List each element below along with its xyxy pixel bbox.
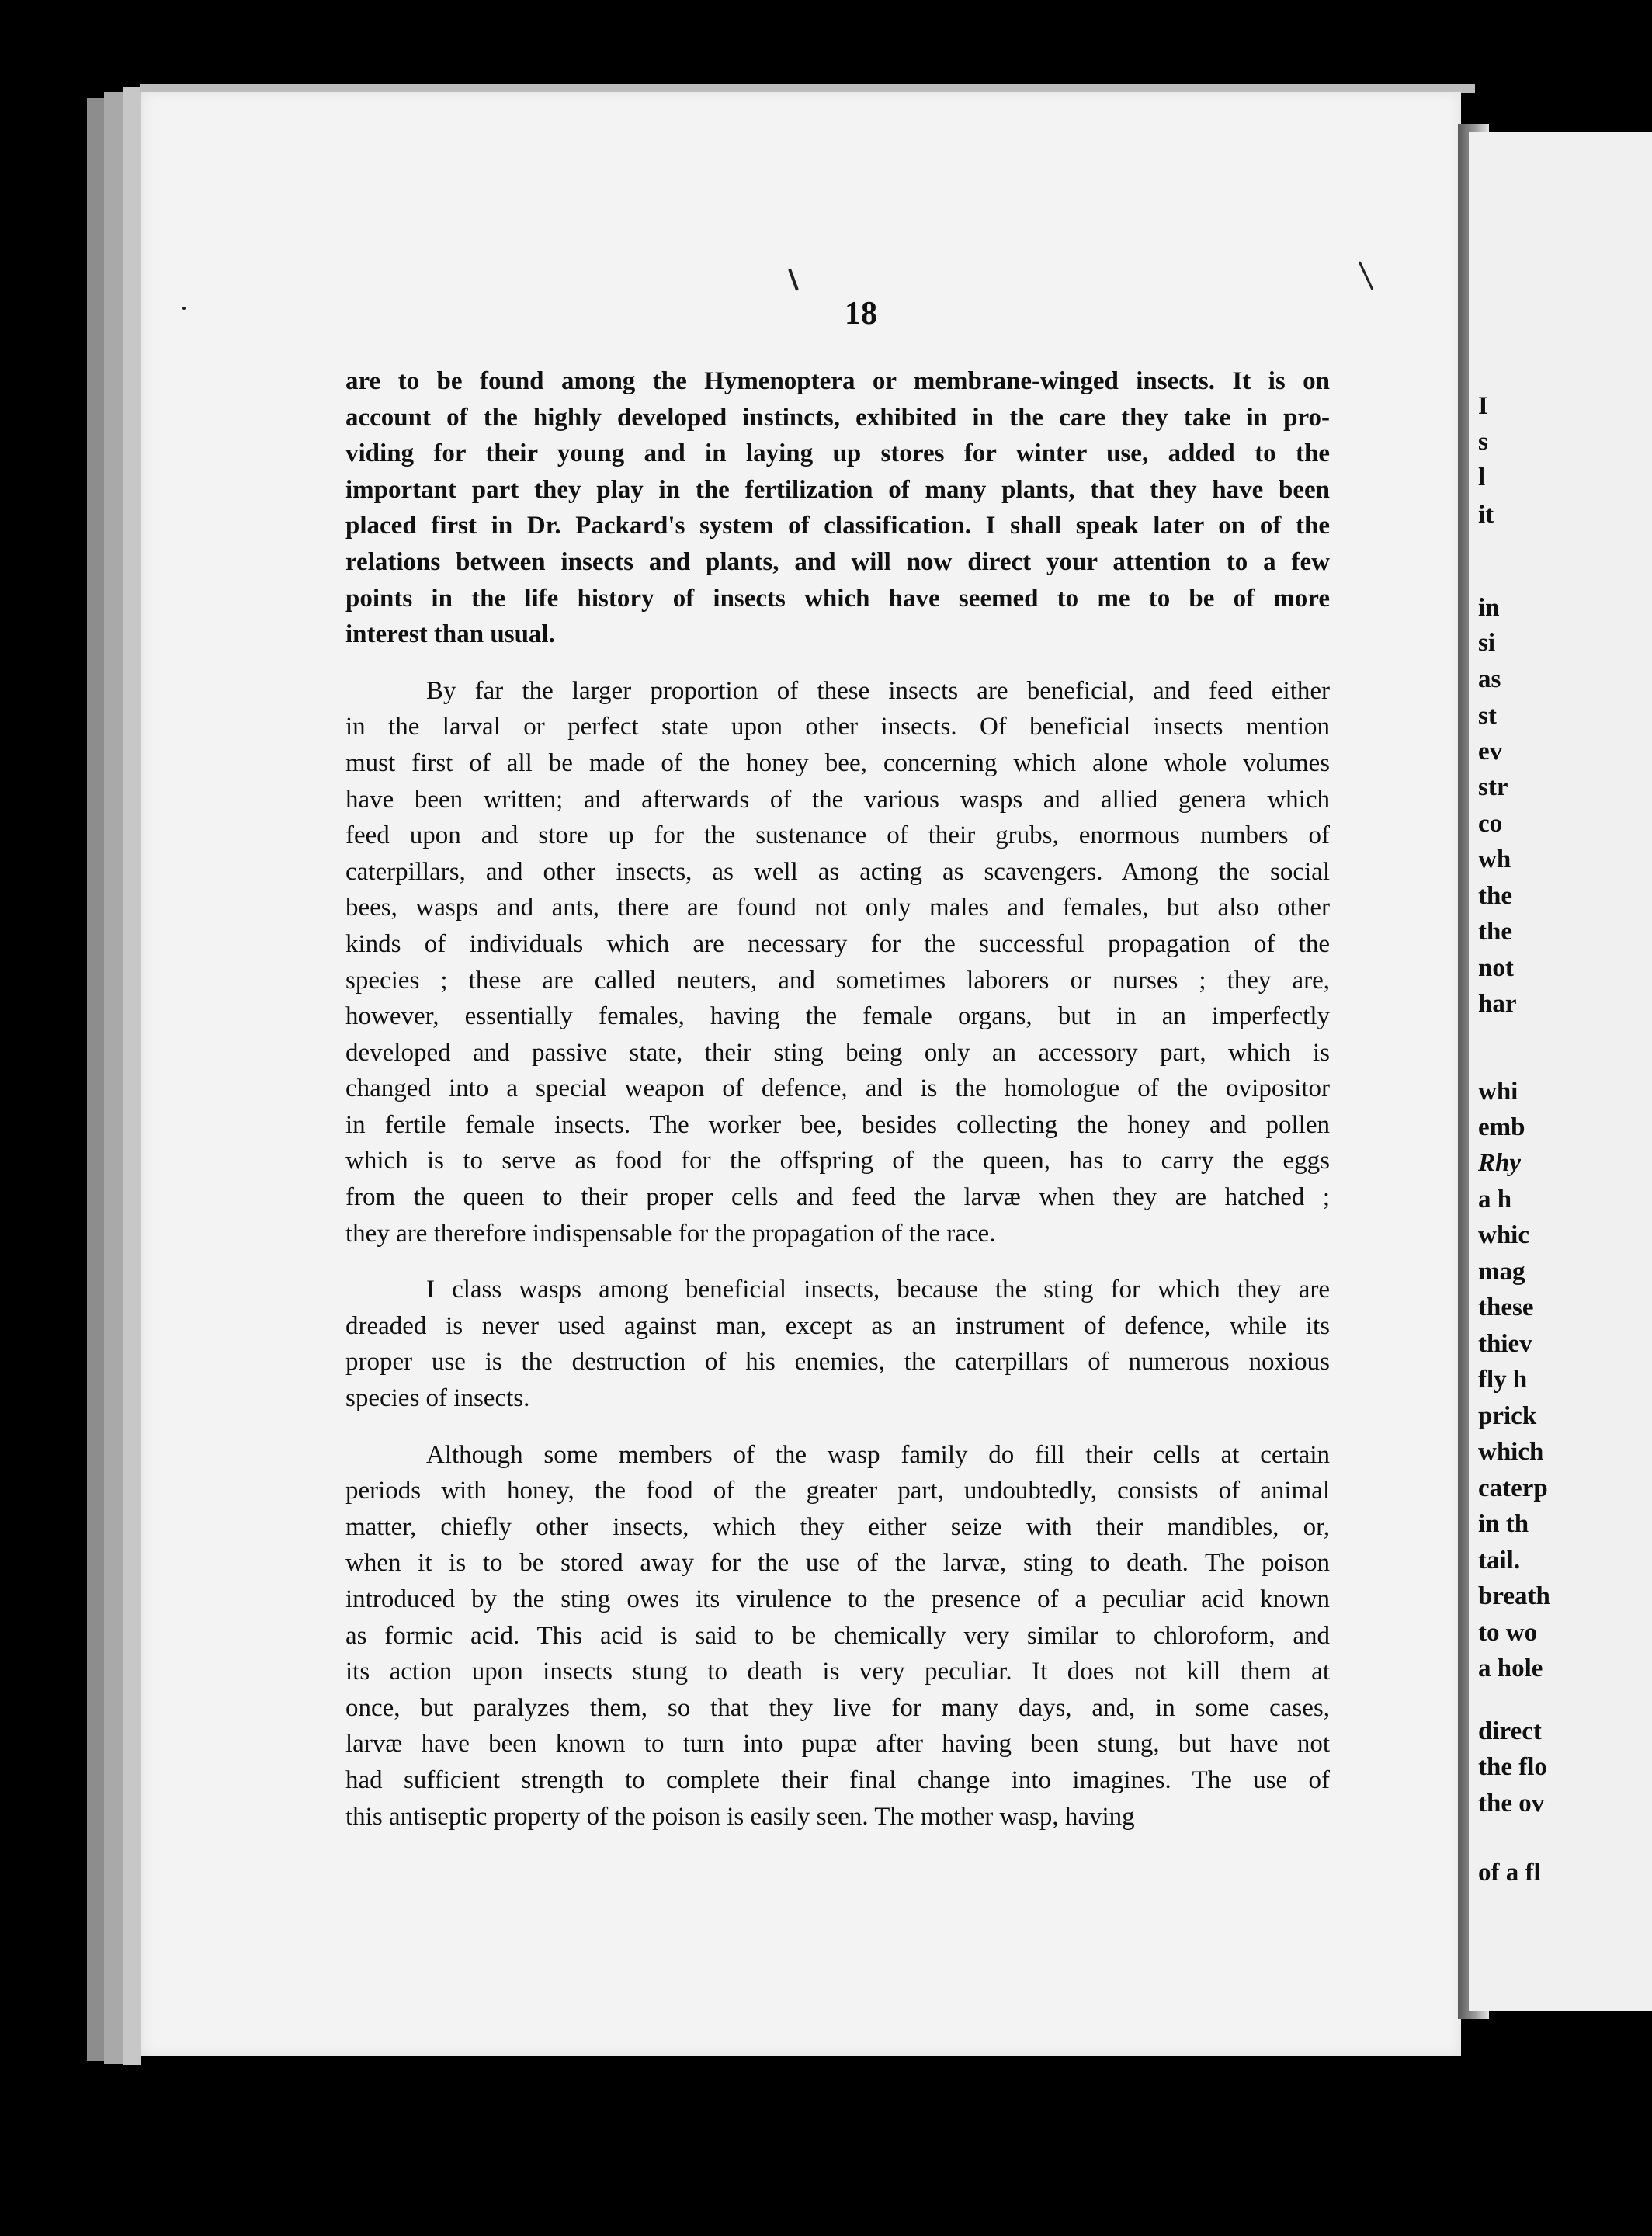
text-line: species of insects. <box>345 1384 530 1413</box>
facing-page-fragment: whic <box>1478 1221 1529 1249</box>
text-line: relations between insects and plants, and will now direct your attention to a few <box>345 547 1330 576</box>
facing-page-fragment: str <box>1478 773 1508 801</box>
text-line: By far the larger proportion of these insects are beneficial, and feed either <box>426 676 1330 705</box>
text-line: placed first in Dr. Packard's system of classification. I shall speak later on of the <box>345 512 1330 540</box>
text-line: account of the highly developed instincts, exhibited in the care they take in pro- <box>345 403 1330 432</box>
text-line: periods with honey, the food of the greater part, undoubtedly, consists of animal <box>345 1477 1330 1505</box>
facing-page-fragment: si <box>1478 629 1496 657</box>
facing-page-fragment: caterp <box>1478 1474 1548 1502</box>
facing-page-fragment: I <box>1478 392 1488 420</box>
text-line: as formic acid. This acid is said to be chemically very similar to chloroform, and <box>345 1621 1330 1650</box>
text-line: its action upon insects stung to death is very peculiar. It does not kill them at <box>345 1658 1330 1686</box>
facing-page-fragment: the ov <box>1478 1790 1545 1818</box>
text-line: this antiseptic property of the poison is easily seen. The mother wasp, having <box>345 1802 1135 1831</box>
facing-page-fragment: fly h <box>1478 1366 1528 1394</box>
facing-page-fragment: l <box>1478 464 1486 491</box>
book-edge-dark <box>87 98 104 2061</box>
body-text <box>345 363 1330 1835</box>
text-line: they are therefore indispensable for the propagation of the race. <box>345 1219 996 1248</box>
text-line: Although some members of the wasp family do fill their cells at certain <box>426 1440 1330 1469</box>
text-line: bees, wasps and ants, there are found not only males and females, but also other <box>345 894 1330 922</box>
text-line: which is to serve as food for the offspring of the queen, has to carry the eggs <box>345 1147 1330 1175</box>
facing-page-fragment: the <box>1478 918 1512 946</box>
facing-page-fragment: emb <box>1478 1113 1525 1141</box>
text-line: once, but paralyzes them, so that they live for many days, and, in some cases, <box>345 1693 1330 1722</box>
facing-page-fragment: Rhy <box>1478 1149 1522 1177</box>
facing-page-fragment: ev <box>1478 738 1503 766</box>
text-line: developed and passive state, their sting being only an accessory part, which is <box>345 1038 1330 1067</box>
text-line: species ; these are called neuters, and sometimes laborers or nurses ; they are, <box>345 966 1330 995</box>
facing-page-fragment: prick <box>1478 1402 1537 1430</box>
text-line: introduced by the sting owes its virulence to the presence of a peculiar acid known <box>345 1585 1330 1613</box>
facing-page-fragment: whi <box>1478 1078 1518 1106</box>
facing-page-fragment: in th <box>1478 1510 1529 1538</box>
book-edge-light <box>123 87 141 2065</box>
paragraph <box>345 1437 1330 1835</box>
paragraph <box>345 1272 1330 1416</box>
text-line: are to be found among the Hymenoptera or membrane-winged insects. It is on <box>345 367 1330 395</box>
facing-page-fragment: in <box>1478 594 1500 622</box>
page-number: 18 <box>845 296 877 332</box>
text-line: from the queen to their proper cells and feed the larvæ when they are hatched ; <box>345 1183 1330 1212</box>
facing-page <box>1469 132 1652 2011</box>
text-line: in fertile female insects. The worker bee, besides collecting the honey and pollen <box>345 1110 1330 1139</box>
facing-page-fragment: wh <box>1478 845 1511 873</box>
facing-page-fragment: tail. <box>1478 1547 1521 1575</box>
text-line: interest than usual. <box>345 620 555 649</box>
facing-page-fragment: har <box>1478 990 1517 1018</box>
facing-page-fragment: s <box>1478 428 1488 456</box>
facing-page-fragment: co <box>1478 810 1503 838</box>
text-line: however, essentially females, having the female organs, but in an imperfectly <box>345 1002 1330 1031</box>
facing-page-fragment: not <box>1478 954 1514 982</box>
facing-page-fragment: thiev <box>1478 1330 1532 1358</box>
facing-page-fragment: it <box>1478 501 1494 529</box>
facing-page-fragment: direct <box>1478 1717 1542 1745</box>
facing-page-fragment: a h <box>1478 1186 1512 1213</box>
text-line: must first of all be made of the honey bee, concerning which alone whole volumes <box>345 748 1330 777</box>
text-line: viding for their young and in laying up stores for winter use, added to the <box>345 439 1330 468</box>
text-line: when it is to be stored away for the use of the larvæ, sting to death. The poison <box>345 1549 1330 1578</box>
facing-page-fragment: the <box>1478 882 1512 910</box>
text-line: in the larval or perfect state upon other insects. Of beneficial insects mention <box>345 713 1330 741</box>
facing-page-fragment: these <box>1478 1293 1534 1321</box>
facing-page-fragment: as <box>1478 665 1501 693</box>
text-line: have been written; and afterwards of the various wasps and allied genera which <box>345 785 1330 814</box>
text-line: caterpillars, and other insects, as well as acting as scavengers. Among the social <box>345 857 1330 886</box>
text-line: had sufficient strength to complete their final change into imagines. The use of <box>345 1766 1330 1794</box>
facing-page-fragment: to wo <box>1478 1619 1538 1647</box>
facing-page-fragment: a hole <box>1478 1654 1543 1682</box>
text-line: larvæ have been known to turn into pupæ after having been stung, but have not <box>345 1730 1330 1759</box>
facing-page-fragment: the flo <box>1478 1753 1547 1781</box>
text-line: proper use is the destruction of his enemies, the caterpillars of numerous noxious <box>345 1348 1330 1377</box>
text-line: dreaded is never used against man, except as an instrument of defence, while its <box>345 1311 1330 1340</box>
text-line: matter, chiefly other insects, which they either seize with their mandibles, or, <box>345 1512 1330 1541</box>
paragraph <box>345 673 1330 1252</box>
facing-page-fragment: breath <box>1478 1582 1550 1610</box>
text-line: points in the life history of insects which have seemed to me to be of more <box>345 584 1330 613</box>
text-line: feed upon and store up for the sustenance of their grubs, enormous numbers of <box>345 821 1330 850</box>
text-line: kinds of individuals which are necessary for the successful propagation of the <box>345 929 1330 958</box>
text-line: I class wasps among beneficial insects, because the sting for which they are <box>426 1276 1330 1304</box>
facing-page-fragment: st <box>1478 702 1497 730</box>
facing-page-fragment: mag <box>1478 1258 1525 1286</box>
speck <box>182 307 186 310</box>
book-edge-mid <box>104 92 123 2064</box>
paragraph <box>345 363 1330 653</box>
text-line: changed into a special weapon of defence, and is the homologue of the ovipositor <box>345 1075 1330 1103</box>
facing-page-fragment: of a fl <box>1478 1859 1541 1887</box>
text-line: important part they play in the fertilization of many plants, that they have been <box>345 475 1330 504</box>
facing-page-fragment: which <box>1478 1438 1544 1466</box>
